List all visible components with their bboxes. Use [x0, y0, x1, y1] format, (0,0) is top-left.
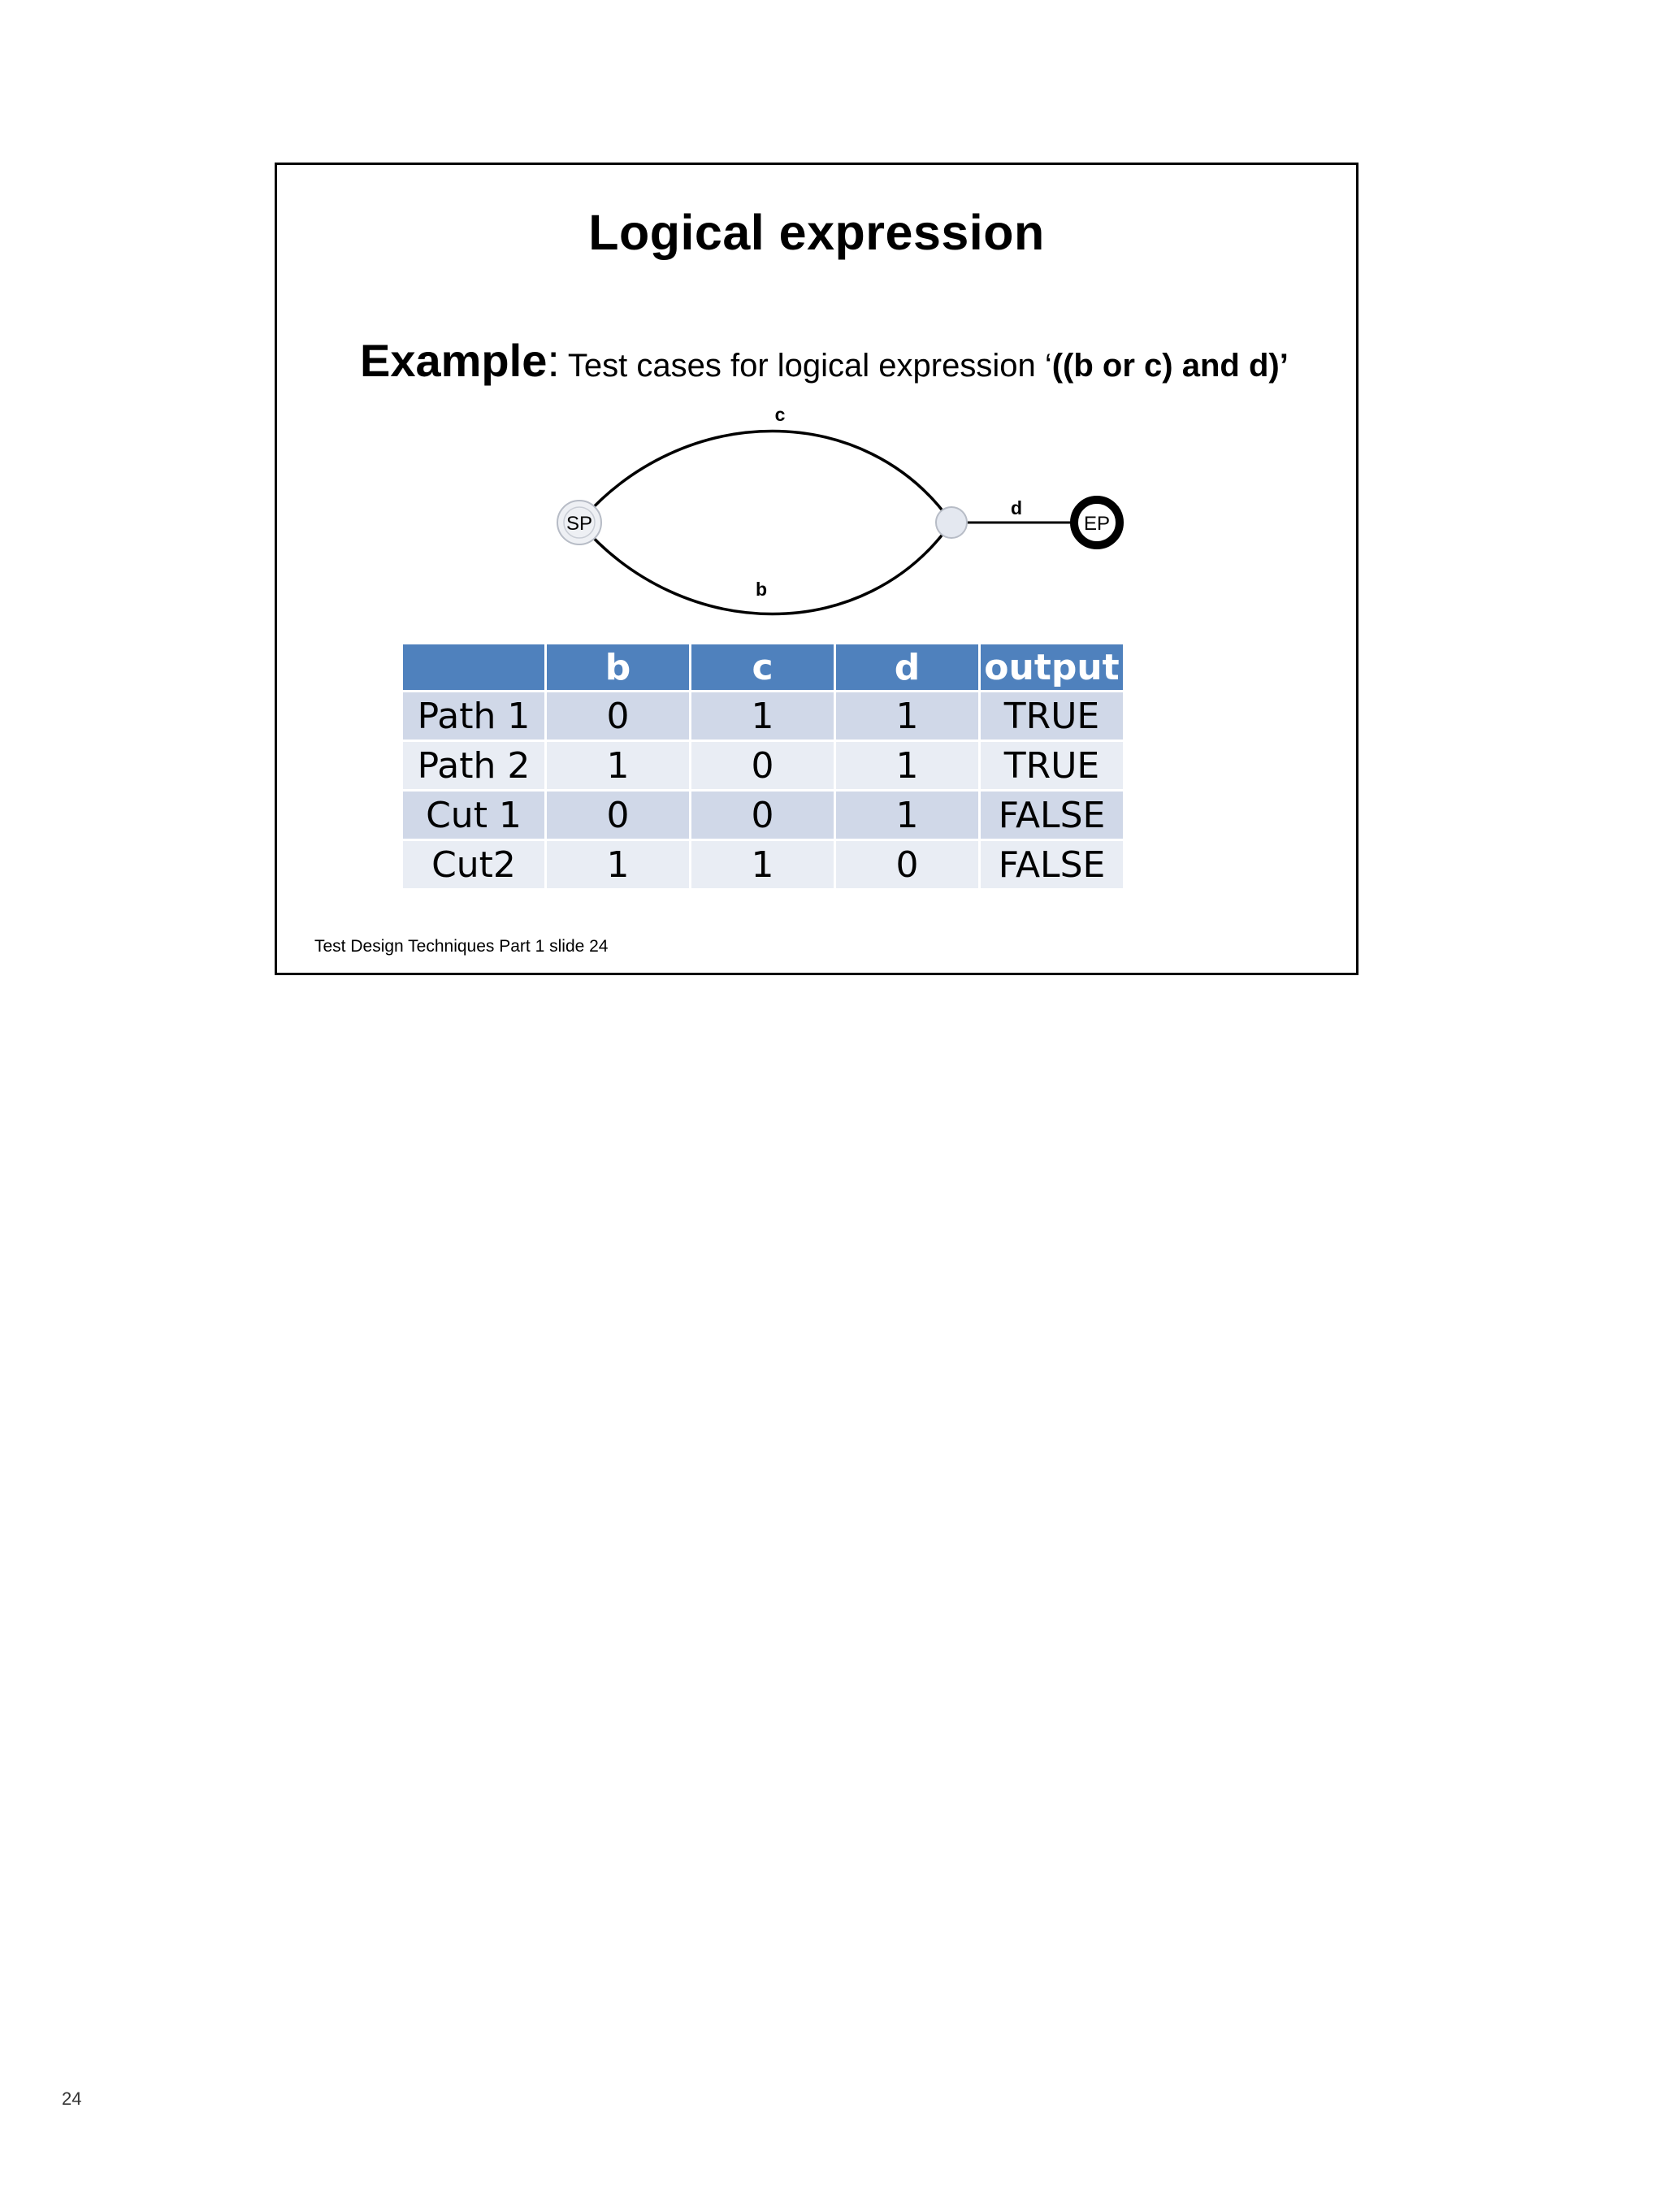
edge-b-arc	[579, 523, 951, 614]
row-label-cell: Path 1	[403, 692, 544, 740]
table-cell: 0	[547, 792, 689, 839]
header-cell: c	[691, 644, 834, 690]
table-row	[403, 742, 1123, 789]
table-row	[403, 792, 1123, 839]
output-cell: FALSE	[981, 841, 1123, 888]
output-cell: TRUE	[981, 742, 1123, 789]
table-cell: 0	[691, 742, 834, 789]
table-cell: 0	[836, 841, 978, 888]
example-description: Test cases for logical expression ‘	[567, 348, 1052, 384]
junction-node	[936, 507, 967, 538]
table-cell: 0	[691, 792, 834, 839]
table-cell: 0	[547, 692, 689, 740]
example-label: Example	[360, 335, 548, 386]
table-cell: 1	[547, 742, 689, 789]
table-cell: 1	[836, 692, 978, 740]
row-label-cell: Cut2	[403, 841, 544, 888]
end-node-label: EP	[1083, 513, 1111, 535]
header-cell: output	[981, 644, 1123, 690]
example-expression: ((b or c) and d)’	[1051, 348, 1289, 384]
start-node-label: SP	[566, 513, 593, 535]
row-label-cell: Path 2	[403, 742, 544, 789]
edge-label-d: d	[1010, 497, 1023, 518]
header-cell	[403, 644, 544, 690]
slide	[275, 163, 1358, 975]
table-cell: 1	[547, 841, 689, 888]
table-row	[403, 841, 1123, 888]
slide-title: Logical expression	[588, 205, 1045, 260]
row-label-cell: Cut 1	[403, 792, 544, 839]
slide-footer: Test Design Techniques Part 1 slide 24	[314, 937, 609, 956]
flow-diagram	[277, 165, 1356, 620]
edge-label-c: c	[774, 404, 786, 425]
table-cell: 1	[691, 841, 834, 888]
output-cell: FALSE	[981, 792, 1123, 839]
edge-c-arc	[579, 432, 951, 523]
truth-table	[401, 642, 1125, 891]
table-cell: 1	[836, 792, 978, 839]
table-cell: 1	[836, 742, 978, 789]
table-cell: 1	[691, 692, 834, 740]
output-cell: TRUE	[981, 692, 1123, 740]
header-cell: d	[836, 644, 978, 690]
header-cell: b	[547, 644, 689, 690]
table-header-row	[403, 644, 1123, 690]
edge-label-b: b	[755, 579, 768, 600]
table-row	[403, 692, 1123, 740]
page-number: 24	[62, 2088, 82, 2109]
example-colon: :	[547, 335, 560, 386]
